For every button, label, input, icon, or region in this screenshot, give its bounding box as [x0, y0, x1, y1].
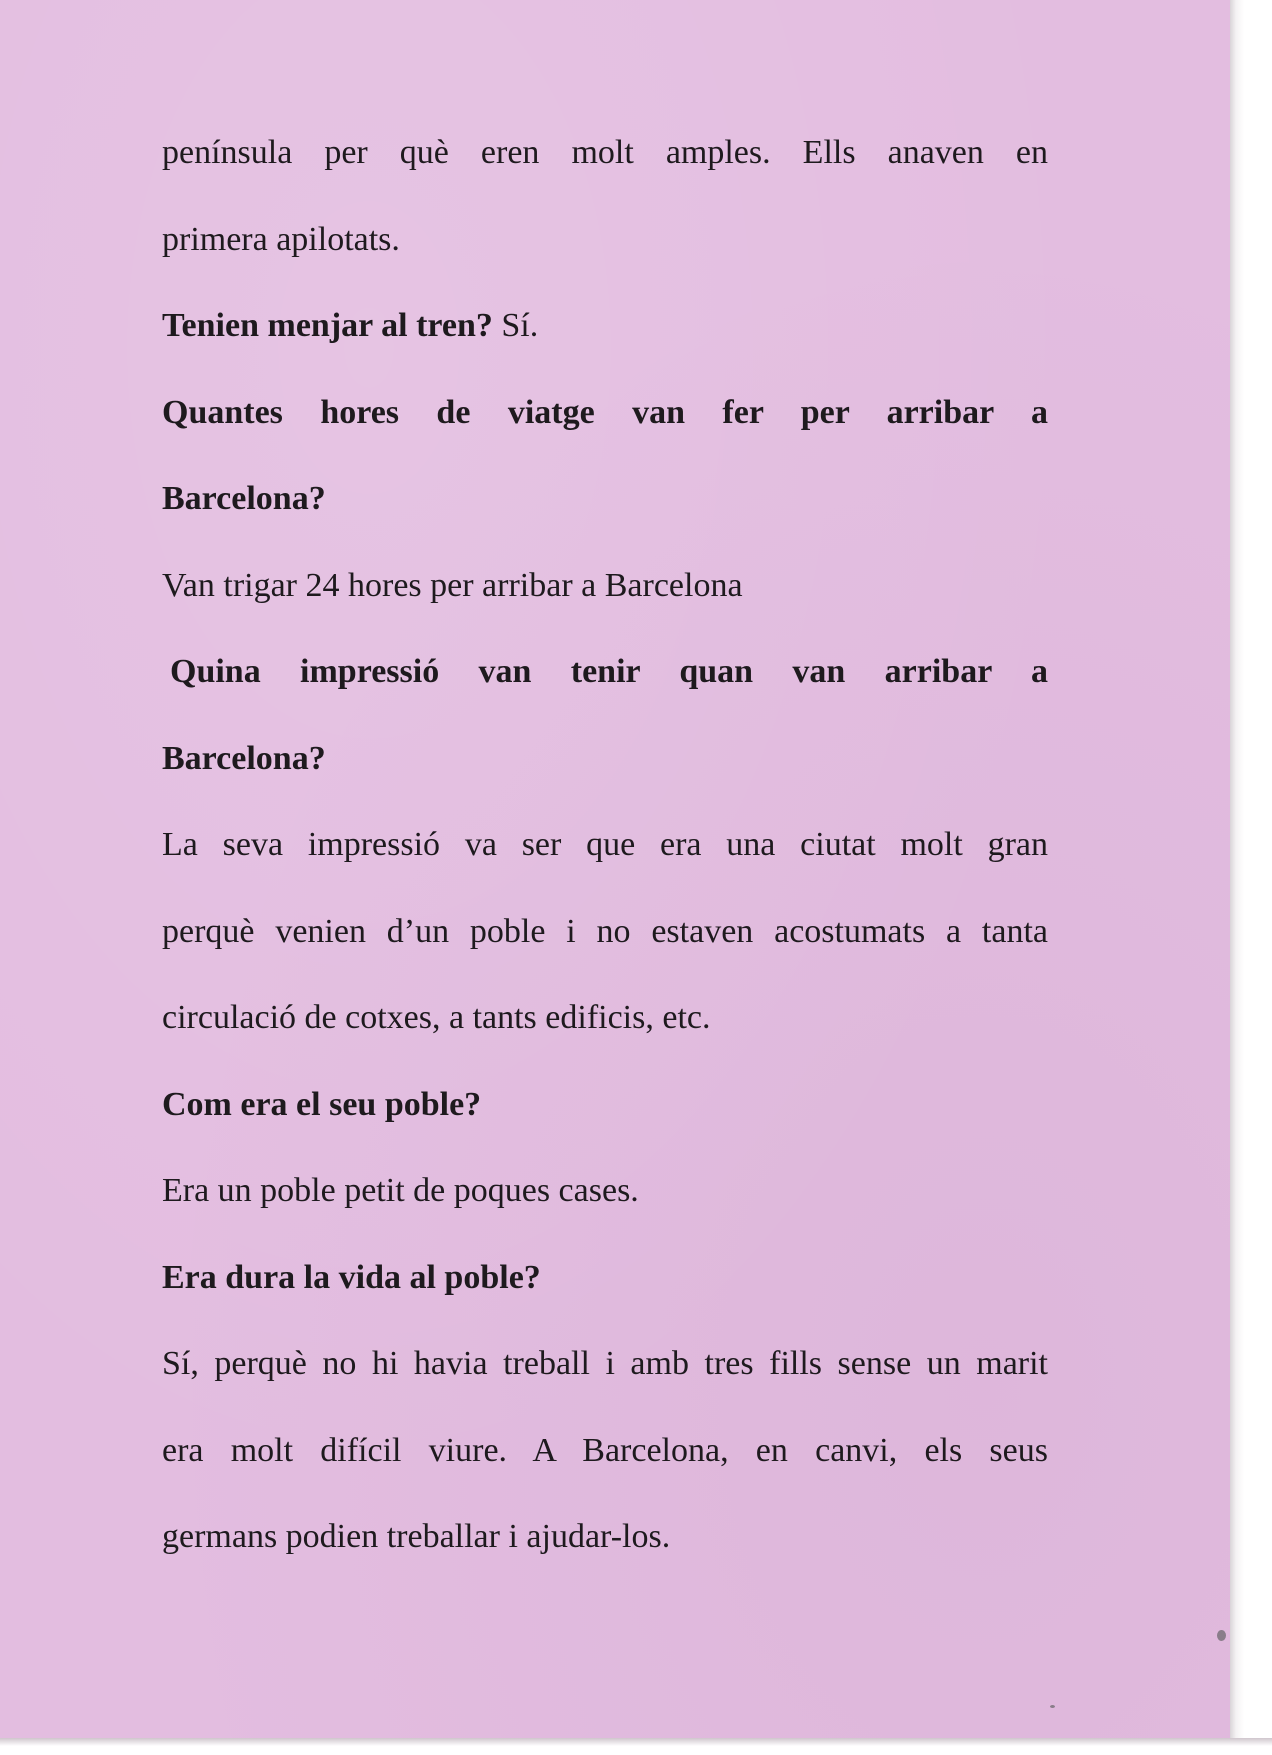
answer-line: perquè venien d’un poble i no estaven acostumats a tanta: [162, 913, 1048, 950]
answer-line: circulació de cotxes, a tants edificis, etc.: [162, 999, 711, 1036]
answer-line: Era un poble petit de poques cases.: [162, 1172, 639, 1209]
text-line: península per què eren molt amples. Ells anaven en: [162, 134, 1048, 171]
answer-line: La seva impressió va ser que era una ciutat molt gran: [162, 826, 1048, 863]
text-line: primera apilotats.: [162, 221, 400, 258]
question-answer-line: [162, 306, 1048, 346]
question-line: Com era el seu poble?: [162, 1086, 482, 1123]
answer-text: Sí.: [492, 307, 539, 344]
answer-line: germans podien treballar i ajudar-los.: [162, 1518, 671, 1555]
scan-edge-right: [1230, 0, 1272, 1755]
answer-line: era molt difícil viure. A Barcelona, en canvi, els seus: [162, 1432, 1048, 1469]
question-line: Barcelona?: [162, 740, 326, 777]
paper-speck: [1217, 1630, 1226, 1641]
paper-speck: [1050, 1705, 1055, 1708]
question-line: Barcelona?: [162, 480, 326, 517]
question-line: Era dura la vida al poble?: [162, 1259, 541, 1296]
answer-line: Van trigar 24 hores per arribar a Barcelona: [162, 567, 743, 604]
question-line: Quantes hores de viatge van fer per arribar a: [162, 394, 1048, 431]
scan-edge-bottom: [0, 1738, 1272, 1755]
question-text: Tenien menjar al tren?: [162, 307, 493, 344]
answer-line: Sí, perquè no hi havia treball i amb tres fills sense un marit: [162, 1345, 1048, 1382]
question-line: Quina impressió van tenir quan van arribar a: [170, 653, 1048, 690]
